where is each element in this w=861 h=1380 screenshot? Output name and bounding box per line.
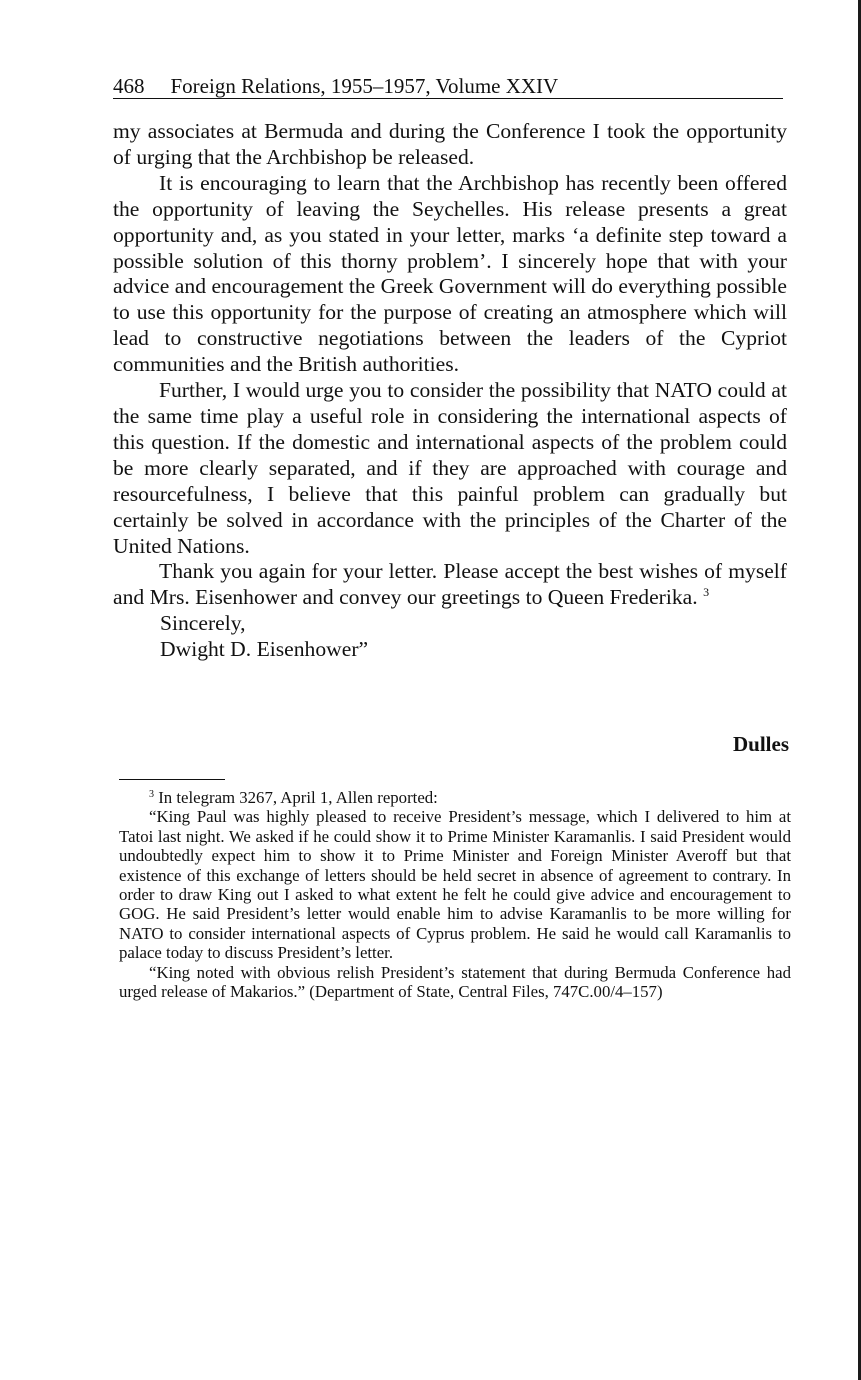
footnote-3-intro: [119, 788, 791, 807]
paragraph-1: my associates at Bermuda and during the Conference I took the opportunity of urging that the Archbishop be released.: [113, 119, 787, 169]
footnote-3-quote-2: “King noted with obvious relish President’s statement that during Bermuda Conference had urged release of Makarios.” (Department of State, Central Files, 747C.00/4–157): [119, 962, 791, 1002]
signature: Dwight D. Eisenhower”: [160, 637, 369, 662]
running-title: Foreign Relations, 1955–1957, Volume XXIV: [170, 74, 559, 98]
paragraph-4: [113, 559, 787, 611]
footnote-3-text: In telegram 3267, April 1, Allen reported:: [158, 788, 438, 807]
paragraph-4-text: Thank you again for your letter. Please accept the best wishes of myself and Mrs. Eisenhower and convey our greetings to Queen Frederika.: [113, 559, 787, 610]
letter-body: [113, 119, 787, 663]
footnote-3-quote-1: “King Paul was highly pleased to receive President’s message, which I delivered to him at Tatoi last night. We asked if he could show it to Prime Minister Karamanlis. I said President would undoubtedly expect him to show it to Prime Minister and Foreign Minister Averoff but that existence of this exchange of letters should be held secret in absence of agreement to contrary. In order to draw King out I asked to what extent he felt he could give advice and encouragement to GOG. He said President’s letter would enable him to advise Karamanlis to be more willing for NATO to consider international aspects of Cyprus problem. He said he would call Karamanlis to palace today to discuss President’s letter.: [119, 807, 791, 963]
footnote-divider: [119, 779, 225, 780]
page-number: 468: [113, 74, 145, 98]
paragraph-3: Further, I would urge you to consider the possibility that NATO could at the same time play a useful role in considering the international aspects of this question. If the domestic and international aspects of the problem could be more clearly separated, and if they are approached with courage and resourcefulness, I believe that this painful problem can gradually but certainly be solved in accordance with the principles of the Charter of the United Nations.: [113, 378, 787, 558]
signer-name: Dulles: [732, 732, 789, 756]
footnote-number: 3: [149, 789, 154, 800]
closing-salutation: Sincerely,: [160, 611, 246, 636]
footnote-ref[interactable]: 3: [703, 585, 710, 600]
paragraph-2: It is encouraging to learn that the Archbishop has recently been offered the opportunity of leaving the Seychelles. His release presents a great opportunity and, as you stated in your letter, marks ‘a definite step toward a possible solution of this thorny problem’. I sincerely hope that with your advice and encouragement the Greek Government will do everything possible to use this opportunity for the purpose of creating an atmosphere which will lead to constructive negotiations between the leaders of the Cypriot communities and the British authorities.: [113, 170, 787, 377]
running-header: [113, 74, 783, 99]
footnotes: [119, 788, 791, 1001]
